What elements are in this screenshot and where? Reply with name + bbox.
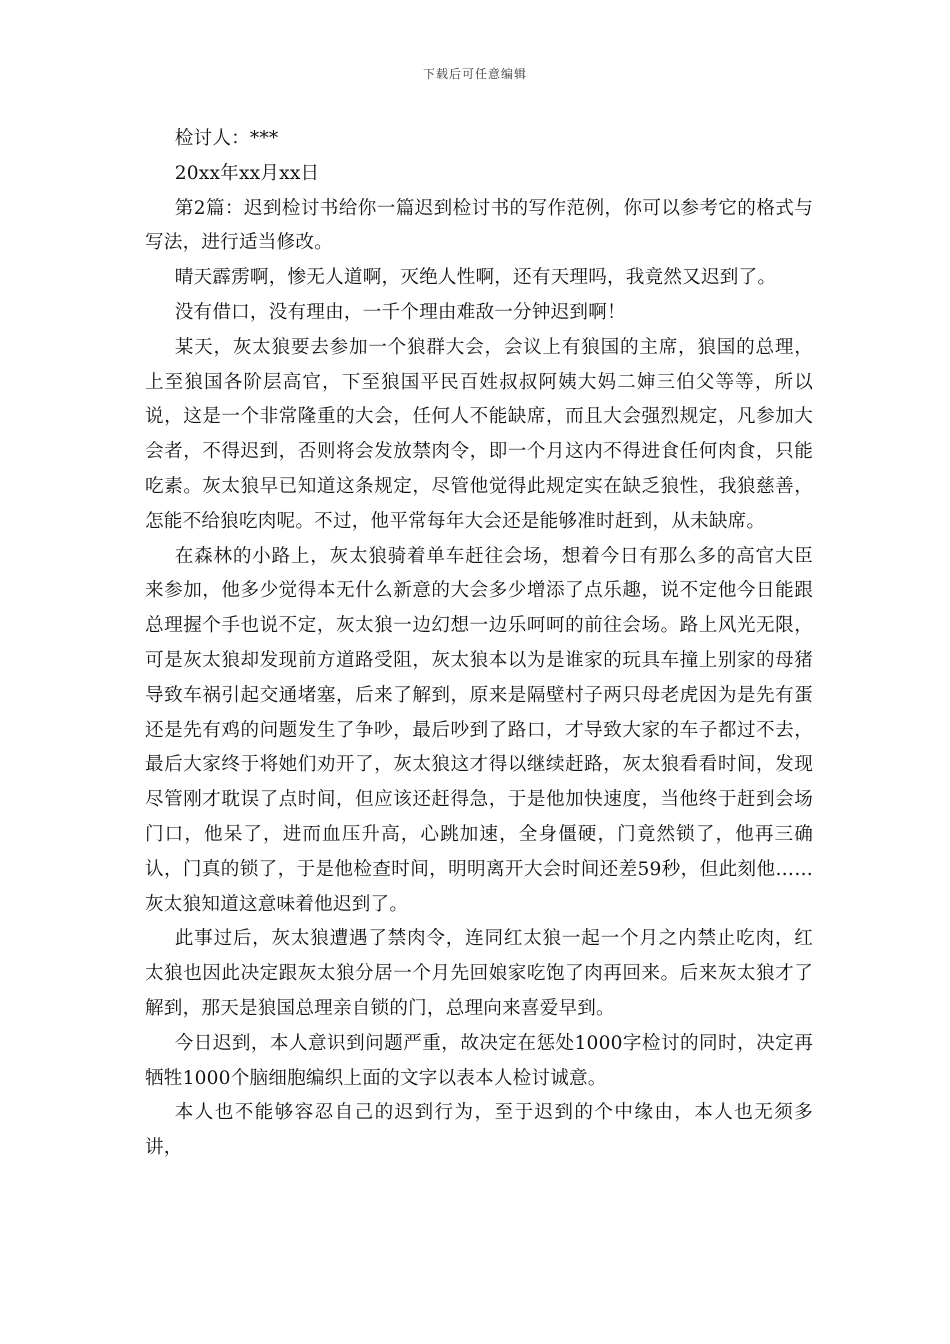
section-heading-paragraph: 第2篇：迟到检讨书给你一篇迟到检讨书的写作范例，你可以参考它的格式与写法，进行适当修改。	[145, 197, 813, 254]
body-paragraph: 某天，灰太狼要去参加一个狼群大会，会议上有狼国的主席，狼国的总理，上至狼国各阶层高官，下至狼国平民百姓叔叔阿姨大妈二婶三伯父等等，所以说，这是一个非常隆重的大会，任何人不能缺席，而且大会强烈规定，凡参加大会者，不得迟到，否则将会发放禁肉令，即一个月这内不得进食任何肉食，只能吃素。灰太狼早已知道这条规定，尽管他觉得此规定实在缺乏狼性，我狼慈善，怎能不给狼吃肉呢。不过，他平常每年大会还是能够准时赶到，从未缺席。	[145, 336, 813, 532]
body-paragraph: 此事过后，灰太狼遭遇了禁肉令，连同红太狼一起一个月之内禁止吃肉，红太狼也因此决定跟灰太狼分居一个月先回娘家吃饱了肉再回来。后来灰太狼才了解到，那天是狼国总理亲自锁的门，总理向来喜爱早到。	[145, 928, 813, 1019]
document-body	[145, 122, 813, 1166]
body-paragraph: 本人也不能够容忍自己的迟到行为，至于迟到的个中缘由，本人也无须多讲，	[145, 1102, 813, 1159]
signature-line: 检讨人：***	[174, 128, 279, 149]
body-paragraph: 今日迟到，本人意识到问题严重，故决定在惩处1000字检讨的同时，决定再牺牲1000个脑细胞编织上面的文字以表本人检讨诚意。	[145, 1032, 813, 1089]
page-header-note: 下载后可任意编辑	[422, 67, 527, 81]
body-paragraph: 没有借口，没有理由，一千个理由难敌一分钟迟到啊！	[174, 301, 626, 323]
date-line: 20xx年xx月xx日	[174, 162, 320, 184]
body-paragraph: 晴天霹雳啊，惨无人道啊，灭绝人性啊，还有天理吗，我竟然又迟到了。	[174, 267, 777, 289]
body-paragraph: 在森林的小路上，灰太狼骑着单车赶往会场，想着今日有那么多的高官大臣来参加，他多少觉得本无什么新意的大会多少增添了点乐趣，说不定他今日能跟总理握个手也说不定，灰太狼一边幻想一边乐呵呵的前往会场。路上风光无限，可是灰太狼却发现前方道路受阻，灰太狼本以为是谁家的玩具车撞上别家的母猪导致车祸引起交通堵塞，后来了解到，原来是隔壁村子两只母老虎因为是先有蛋还是先有鸡的问题发生了争吵，最后吵到了路口，才导致大家的车子都过不去，最后大家终于将她们劝开了，灰太狼这才得以继续赶路，灰太狼看看时间，发现尽管刚才耽误了点时间，但应该还赶得急，于是他加快速度，当他终于赶到会场门口，他呆了，进而血压升高，心跳加速，全身僵硬，门竟然锁了，他再三确认，门真的锁了，于是他检查时间，明明离开大会时间还差59秒，但此刻他……灰太狼知道这意味着他迟到了。	[145, 545, 813, 915]
